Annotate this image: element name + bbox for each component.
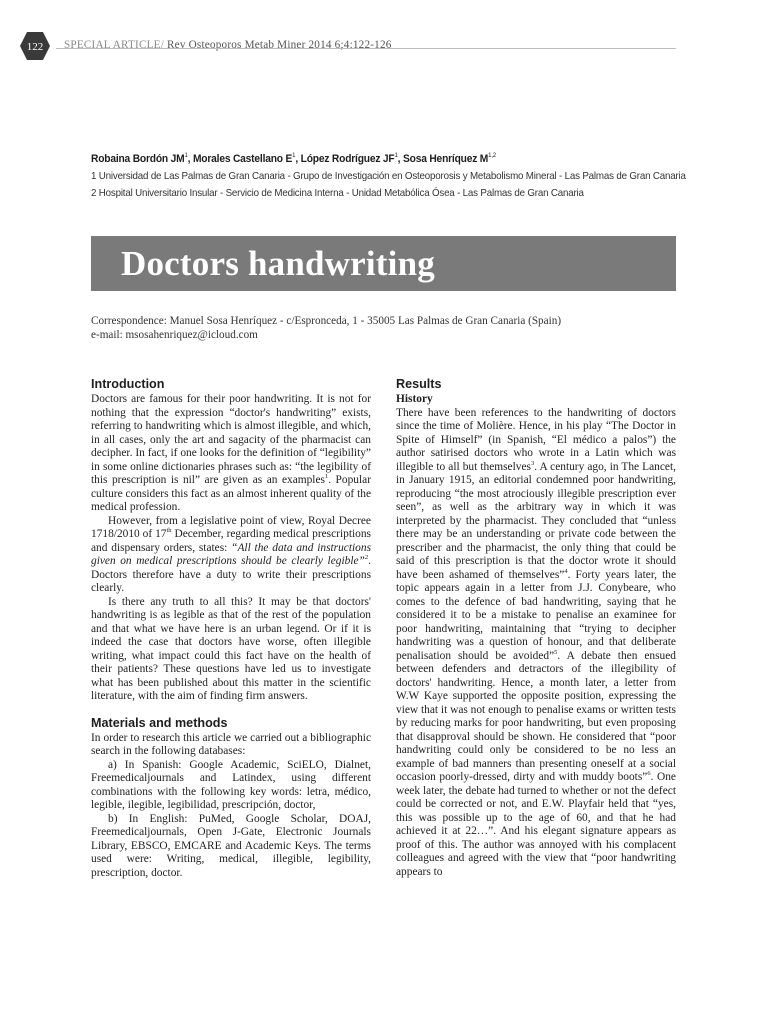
right-column xyxy=(396,376,676,879)
affiliation-2: 2 Hospital Universitario Insular - Servicio de Medicina Interna - Unidad Metabólica Ósea - Las Palmas de Gran Canaria xyxy=(91,187,584,199)
results-paragraph: There have been references to the handwriting of doctors since the time of Molière. Hence, in his play “The Doctor in Spite of Himself” (in Spanish, “El médico a palos”) the author satirised doctors who wrote in a Latin which was illegible to all but themselves$^3$. A century ago, in The Lancet, in January 1915, an editorial condemned poor handwriting, reproducing “the most atrociously illegible prescription ever seen”, as well as the arbitrary way in which it was interpreted by the pharmacist. They concluded that “unless there may be an understanding or private code between the prescriber and the pharmacist, the only thing that could be said of this prescription is that the doctor wrote it should have been ashamed of themselves”$^4$. Forty years later, the topic appears again in a letter from J.J. Conybeare, who comes to the defence of bad handwriting, saying that he considered it to be a mistake to penalise an examinee for poor handwriting, maintaining that “trying to decipher handwriting was a question of honour, and that deliberate penalisation should be avoided”$^5$. A debate then ensued between defenders and detractors of the illegibility of doctors' handwriting. Hence, a month later, a letter from W.W Kaye supported the opposite position, expressing the view that it was not enough to penalise exams or written tests by reducing marks for poor handwriting, but even proposing that disapproval should be shown. He considered that “poor handwriting could only be considered to be no less an example of bad manners than presenting oneself at a social occasion poorly-dressed, dirty and with muddy boots”$^6$. One week later, the debate had turned to whether or not the defect could be corrected or not, and E.W. Playfair held that “yes, this was possible up to the age of 60, and that he had achieved it at 22…”. And his elegant signature appears as proof of this. The author was annoyed with his complacent colleagues and agreed with the view that “poor handwriting appears to xyxy=(396,406,677,878)
intro-paragraph-1: Doctors are famous for their poor handwriting. It is not for nothing that the expression “doctor's handwriting” exists, referring to handwriting which is almost illegible, and which, in all cases, only the art and sagacity of the pharmacist can decipher. In fact, if one looks for the definition of “legibility” in some online dictionaries phrases such as: “the legibility of this prescription is nil” are given as an examples$^1$. Popular culture considers this fact as an almost inherent quality of the medical profession. xyxy=(91,393,371,513)
introduction-heading: Introduction xyxy=(91,377,165,391)
correspondence-address: Correspondence: Manuel Sosa Henríquez - c/Espronceda, 1 - 35005 Las Palmas de Gran Canaria (Spain) xyxy=(91,315,562,327)
title-banner xyxy=(91,236,676,291)
intro-paragraph-3: Is there any truth to all this? It may be that doctors' handwriting is as legible as that of the rest of the population and that what we have here is an urban legend. Or if it is indeed the case that doctors have worse, often illegible writing, what impact could this fact have on the health of their patients? These questions have led us to investigate what has been published about this matter in the scientific literature, with the aim of finding firm answers. xyxy=(91,595,371,702)
author-list xyxy=(91,152,496,165)
methods-heading: Materials and methods xyxy=(91,715,228,730)
author-1: Robaina Bordón JM xyxy=(91,153,185,165)
author-4-affil: 1,2 xyxy=(488,152,496,159)
results-heading: Results xyxy=(396,377,442,391)
methods-paragraph-3: b) In English: PuMed, Google Scholar, DOAJ, Freemedicaljournals, Open J-Gate, Electronic Journals Library, EBSCO, EMCARE and Academic Keys. The terms used were: Writing, medical, illegible, legibility, prescription, doctor. xyxy=(91,812,371,879)
correspondence-email: e-mail: msosahenriquez@icloud.com xyxy=(91,329,258,341)
page-number: 122 xyxy=(26,41,44,53)
methods-paragraph-2: a) In Spanish: Google Academic, SciELO, Dialnet, Freemedicaljournals and Latindex, using different combinations with the following key words: letra, médico, legible, ilegible, legibilidad, prescripción, doctor, xyxy=(91,758,371,811)
methods-paragraph-1: In order to research this article we carried out a bibliographic search in the following databases: xyxy=(91,731,371,757)
affiliation-1: 1 Universidad de Las Palmas de Gran Canaria - Grupo de Investigación en Osteoporosis y Metabolismo Mineral - Las Palmas de Gran Canaria xyxy=(91,170,686,182)
journal-citation: Rev Osteoporos Metab Miner 2014 6;4:122-126 xyxy=(164,39,392,51)
history-subheading: History xyxy=(396,393,433,405)
author-1-affil: 1 xyxy=(184,152,188,159)
author-4: , Sosa Henríquez M xyxy=(397,153,489,165)
author-2-affil: 1 xyxy=(292,152,296,159)
page-number-badge xyxy=(19,31,51,61)
left-column xyxy=(91,376,371,880)
intro-paragraph-2: However, from a legislative point of view, Royal Decree 1718/2010 of 17th December, regarding medical prescriptions and dispensary orders, states: “All the data and instructions given on medical prescriptions should be clearly legible”$^2$. Doctors therefore have a duty to write their prescriptions clearly. xyxy=(91,514,371,594)
article-title: Doctors handwriting xyxy=(121,244,435,283)
author-3-affil: 1 xyxy=(394,152,398,159)
running-header xyxy=(64,39,392,51)
author-2: , Morales Castellano E xyxy=(187,153,293,165)
author-3: , López Rodríguez JF xyxy=(295,153,395,165)
section-label: SPECIAL ARTICLE/ xyxy=(64,39,165,51)
header-divider xyxy=(56,48,676,49)
